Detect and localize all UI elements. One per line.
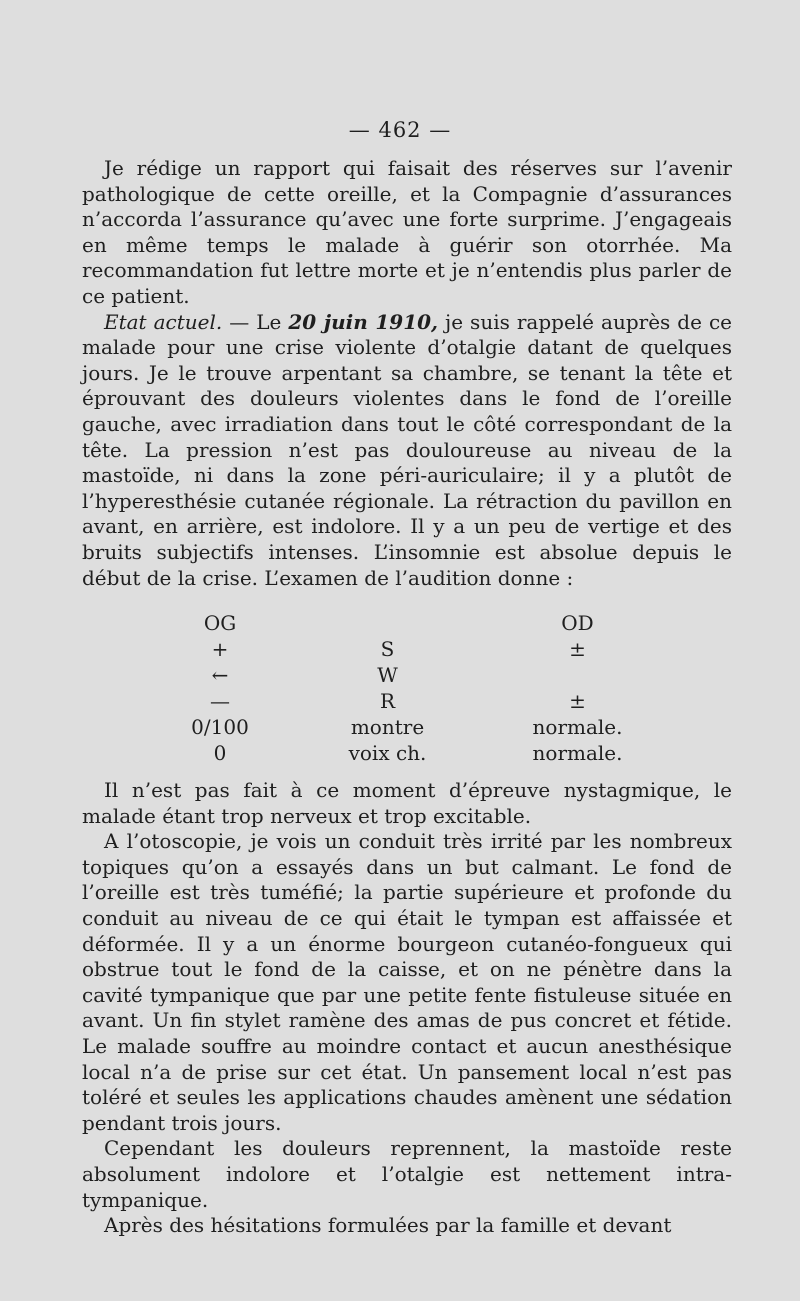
paragraph-douleurs: Cependant les douleurs reprennent, la mastoïde reste absolument indolore et l’otalgie est nettement intra-tympanique. (82, 1136, 732, 1212)
audition-row (160, 688, 660, 714)
audition-row (160, 714, 660, 740)
audition-cell-test: R (379, 689, 396, 713)
audition-header-mid (280, 610, 495, 636)
audition-row (160, 636, 660, 662)
etat-actuel-text: je suis rappelé auprès de ce malade pour une crise violente d’otalgie datant de quelques jours. Je le trouve arpentant sa chambre, se tenant la tête et éprouvant des douleurs violentes dans le fond de l’oreille gauche, avec irradiation dans tout le côté correspondant de la tête. La pression n’est pas douloureuse au niveau de la mastoïde, ni dans la zone péri-auriculaire; il y a plutôt de l’hyperesthésie cutanée régionale. La rétraction du pavillon en avant, en arrière, est indolore. Il y a un peu de vertige et des bruits subjectifs intenses. L’insomnie est absolue depuis le début de la crise. L’examen de l’audition donne : (82, 309, 732, 590)
audition-cell-test: montre (350, 715, 425, 739)
audition-cell-test: S (380, 637, 395, 661)
audition-cell-og: ← (211, 663, 229, 687)
audition-cell-test: voix ch. (348, 741, 427, 765)
paragraph-etat-actuel (82, 310, 732, 592)
audition-cell-od: ± (569, 689, 586, 713)
audition-header-row (160, 610, 660, 636)
audition-header-og: OG (203, 611, 237, 635)
audition-table (160, 610, 660, 766)
audition-cell-od: ± (569, 637, 586, 661)
paragraph-nystagmique: Il n’est pas fait à ce moment d’épreuve nystagmique, le malade étant trop nerveux et trop excitable. (82, 778, 732, 828)
audition-cell-od: normale. (532, 715, 623, 739)
paragraph-hesitations: Après des hésitations formulées par la famille et devant (104, 1213, 672, 1238)
text-block-top (82, 156, 732, 591)
audition-row (160, 662, 660, 688)
paragraph-rapport: Je rédige un rapport qui faisait des réserves sur l’avenir pathologique de cette oreille, et la Compagnie d’assurances n’accorda l’assurance qu’avec une forte surprime. J’engageais en même temps le malade à guérir son otorrhée. Ma recommandation fut lettre morte et je n’entendis plus parler de ce patient. (82, 156, 732, 308)
text-block-bottom (82, 778, 732, 1239)
audition-cell-og: 0 (213, 741, 227, 765)
page-number: — 462 — (348, 118, 452, 142)
audition-cell-od (495, 662, 660, 688)
etat-actuel-label: Etat actuel. (104, 309, 223, 334)
paragraph-otoscopie: A l’otoscopie, je vois un conduit très irrité par les nombreux topiques qu’on a essayés dans un but calmant. Le fond de l’oreille est très tuméfié; la partie supérieure et profonde du conduit au niveau de ce qui était le tympan est affaissée et déformée. Il y a un énorme bourgeon cutanéo-fongueux qui obstrue tout le fond de la caisse, et on ne pénètre dans la cavité tympanique que par une petite fente fistuleuse située en avant. Un fin stylet ramène des amas de pus concret et fétide. Le malade souffre au moindre contact et aucun anesthésique local n’a de prise sur cet état. Un pansement local n’est pas toléré et seules les applications chaudes amènent une sédation pendant trois jours. (82, 829, 732, 1135)
audition-header-od: OD (561, 611, 594, 635)
etat-actuel-date: 20 juin 1910, (288, 309, 438, 334)
audition-cell-og: 0/100 (191, 715, 249, 739)
audition-cell-od: normale. (532, 741, 623, 765)
audition-cell-og: + (211, 637, 229, 661)
audition-cell-test: W (377, 663, 398, 687)
audition-row (160, 740, 660, 766)
audition-cell-og: — (210, 689, 230, 713)
etat-actuel-dash: — Le (222, 309, 289, 334)
